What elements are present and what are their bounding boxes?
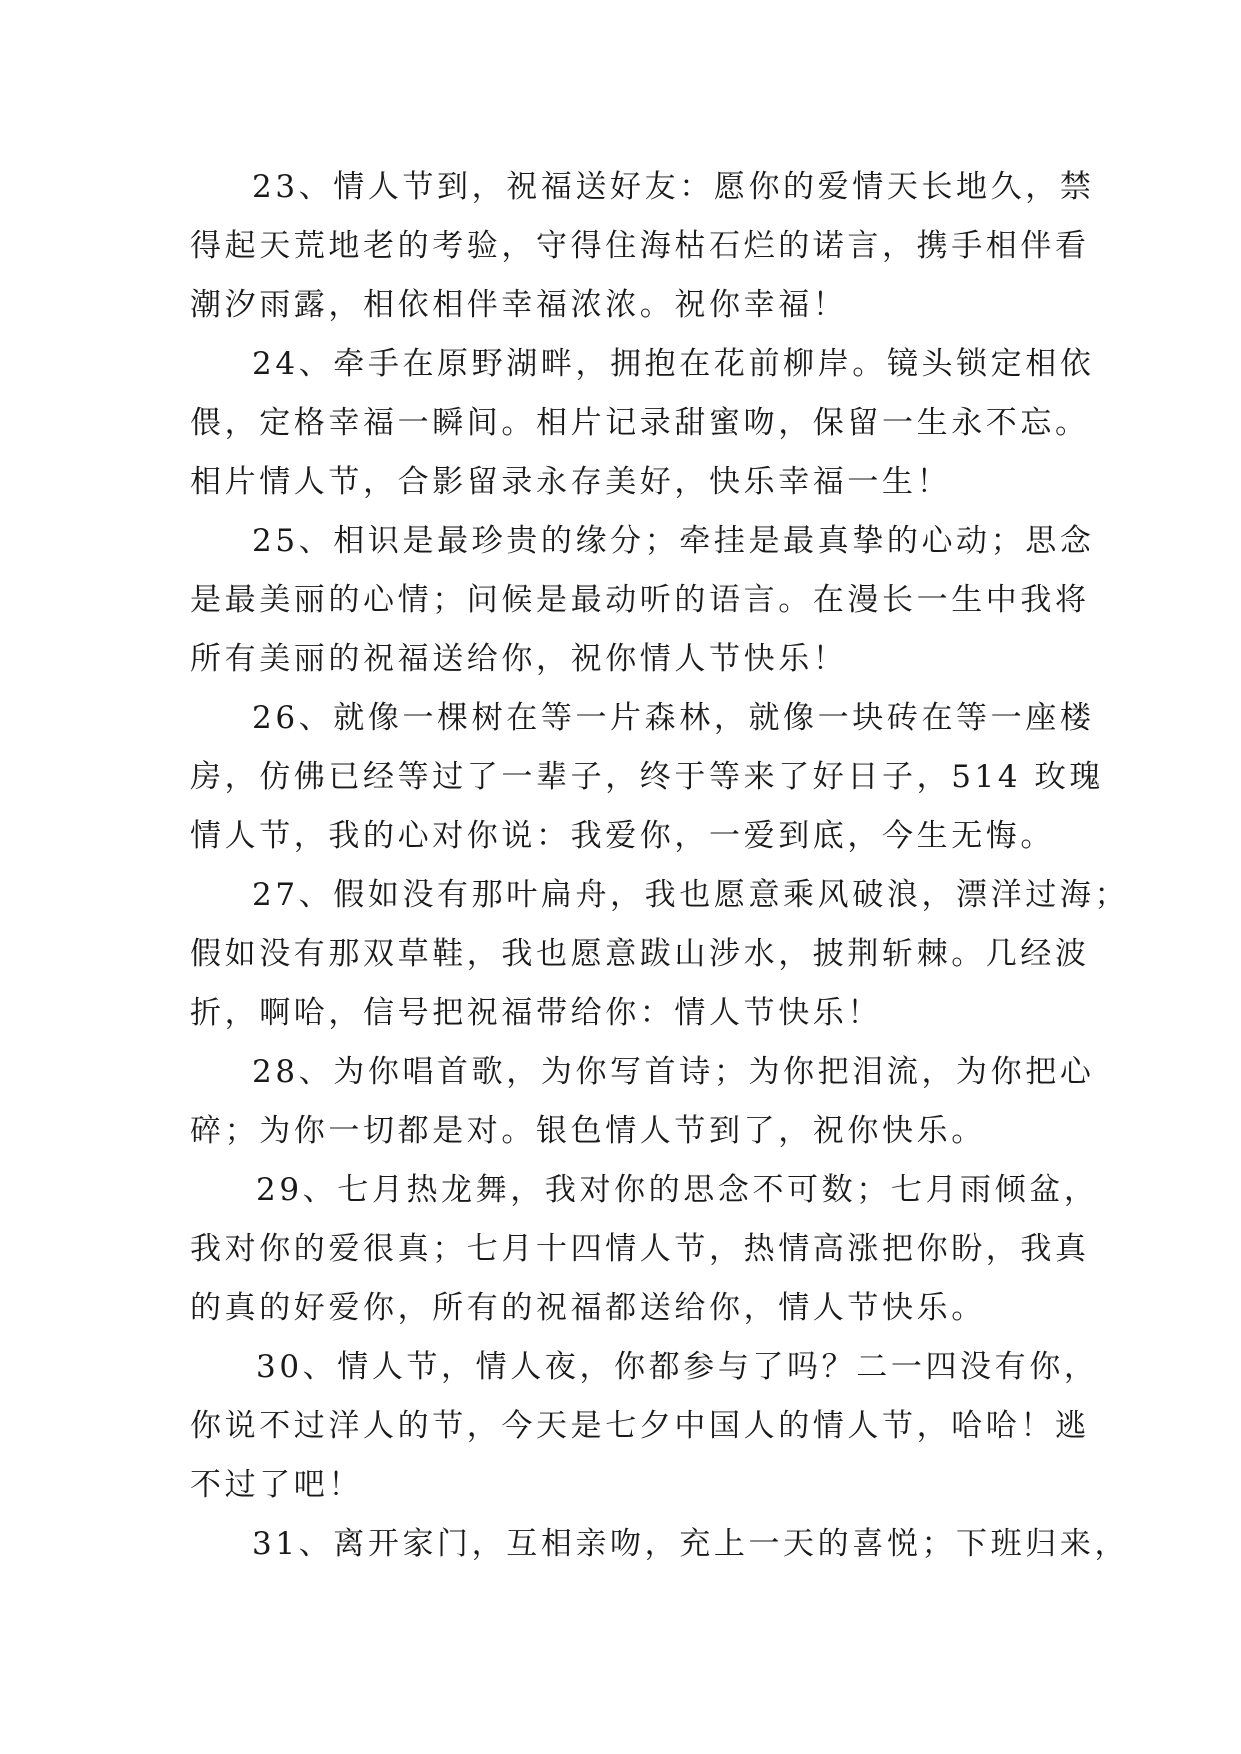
paragraph-line: 25、相识是最珍贵的缘分；牵挂是最真挚的心动；思念: [252, 523, 1095, 559]
paragraph-line: 得起天荒地老的考验，守得住海枯石烂的诺言，携手相伴看: [190, 228, 1090, 264]
paragraph-line: 28、为你唱首歌，为你写首诗；为你把泪流，为你把心: [252, 1054, 1095, 1090]
paragraph-line: 的真的好爱你，所有的祝福都送给你，情人节快乐。: [190, 1290, 986, 1326]
paragraph-line: 你说不过洋人的节，今天是七夕中国人的情人节，哈哈！逃: [190, 1408, 1090, 1444]
paragraph-line: 我对你的爱很真；七月十四情人节，热情高涨把你盼，我真: [190, 1231, 1090, 1267]
paragraph-line: 情人节，我的心对你说：我爱你，一爱到底，今生无悔。: [190, 818, 1055, 854]
paragraph-line: 碎；为你一切都是对。银色情人节到了，祝你快乐。: [190, 1113, 986, 1149]
paragraph-line: 不过了吧！: [190, 1467, 363, 1503]
paragraph-23: [190, 158, 1095, 335]
paragraph-line: 31、离开家门，互相亲吻，充上一天的喜悦；下班归来，: [252, 1526, 1130, 1562]
paragraph-line: 30、情人节，情人夜，你都参与了吗？二一四没有你，: [256, 1349, 1099, 1385]
paragraph-line: 23、情人节到，祝福送好友：愿你的爱情天长地久，禁: [252, 169, 1095, 205]
paragraph-24: [190, 335, 1095, 512]
paragraph-line: 折，啊哈，信号把祝福带给你：情人节快乐！: [190, 995, 882, 1031]
paragraph-line: 29、七月热龙舞，我对你的思念不可数；七月雨倾盆，: [256, 1172, 1099, 1208]
paragraph-line: 偎，定格幸福一瞬间。相片记录甜蜜吻，保留一生永不忘。: [190, 405, 1090, 441]
paragraph-25: [190, 512, 1095, 689]
paragraph-27: [190, 866, 1130, 1043]
paragraph-31: [190, 1515, 1130, 1574]
document-body: [190, 158, 1130, 1574]
paragraph-29: [190, 1161, 1099, 1338]
paragraph-line: 潮汐雨露，相依相伴幸福浓浓。祝你幸福！: [190, 287, 848, 323]
paragraph-line: 24、牵手在原野湖畔，拥抱在花前柳岸。镜头锁定相依: [252, 346, 1095, 382]
paragraph-26: [190, 689, 1104, 866]
paragraph-line: 27、假如没有那叶扁舟，我也愿意乘风破浪，漂洋过海；: [252, 877, 1130, 913]
paragraph-line: 所有美丽的祝福送给你，祝你情人节快乐！: [190, 641, 848, 677]
paragraph-line: 26、就像一棵树在等一片森林，就像一块砖在等一座楼: [252, 700, 1095, 736]
paragraph-line: 房，仿佛已经等过了一辈子，终于等来了好日子，514 玫瑰: [190, 759, 1104, 795]
paragraph-line: 相片情人节，合影留录永存美好，快乐幸福一生！: [190, 464, 952, 500]
paragraph-line: 是最美丽的心情；问候是最动听的语言。在漫长一生中我将: [190, 582, 1090, 618]
paragraph-28: [190, 1043, 1095, 1161]
paragraph-30: [190, 1338, 1099, 1515]
paragraph-line: 假如没有那双草鞋，我也愿意跋山涉水，披荆斩棘。几经波: [190, 936, 1090, 972]
